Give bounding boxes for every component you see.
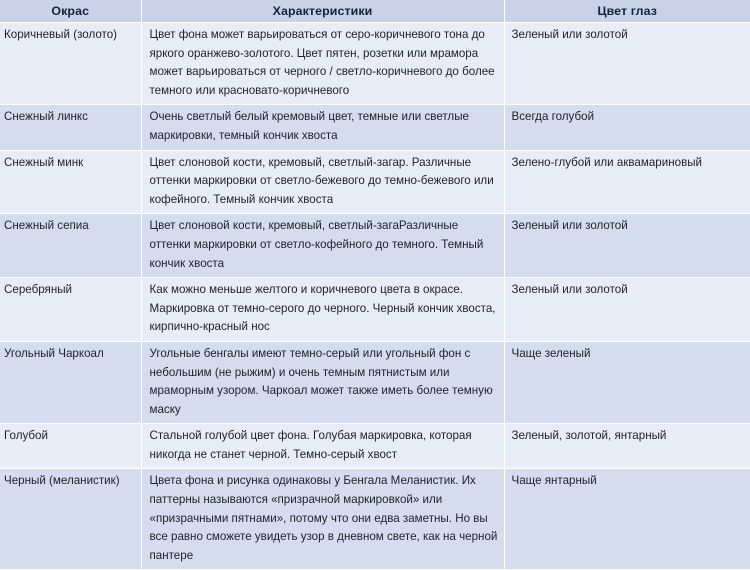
cell-eye-color: Зеленый или золотой (504, 23, 750, 105)
cell-eye-color: Зеленый, золотой, янтарный (504, 424, 750, 469)
table-row (0, 23, 750, 105)
column-header-color: Окрас (0, 0, 141, 23)
column-header-characteristics: Характеристики (141, 0, 504, 23)
cell-characteristics: Очень светлый белый кремовый цвет, темные или светлые маркировки, темный кончик хвоста (141, 105, 504, 150)
cell-eye-color: Зеленый или золотой (504, 214, 750, 278)
cell-eye-color: Чаще янтарный (504, 469, 750, 570)
table-row (0, 424, 750, 469)
cell-eye-color: Зелено-глубой или аквамариновый (504, 150, 750, 214)
cell-eye-color: Чаще зеленый (504, 341, 750, 423)
cell-characteristics: Цвета фона и рисунка одинаковы у Бенгала Меланистик. Их паттерны называются «призрачной маркировкой» или «призрачными пятнами», потому что они едва заметны. Но вы все равно сможете увидеть узор в дневном свете, как на черной пантере (141, 469, 504, 570)
cell-eye-color: Всегда голубой (504, 105, 750, 150)
cell-color-name: Черный (меланистик) (0, 469, 141, 570)
cell-color-name: Коричневый (золото) (0, 23, 141, 105)
cell-eye-color: Зеленый или золотой (504, 278, 750, 342)
table-body (0, 23, 750, 570)
cell-characteristics: Цвет фона может варьироваться от серо-коричневого тона до яркого оранжево-золотого. Цвет пятен, розетки или мрамора может варьироваться от черного / светло-коричневого до более темного или красновато-коричневого (141, 23, 504, 105)
cell-characteristics: Цвет слоновой кости, кремовый, светлый-загаРазличные оттенки маркировки от светло-кофейного до темного. Темный кончик хвоста (141, 214, 504, 278)
table-row (0, 105, 750, 150)
table-row (0, 469, 750, 570)
table-row (0, 214, 750, 278)
column-header-eye-color: Цвет глаз (504, 0, 750, 23)
header-row (0, 0, 750, 23)
cell-color-name: Угольный Чаркоал (0, 341, 141, 423)
cell-color-name: Серебряный (0, 278, 141, 342)
table-row (0, 341, 750, 423)
table-row (0, 150, 750, 214)
cell-color-name: Снежный сепиа (0, 214, 141, 278)
cell-characteristics: Угольные бенгалы имеют темно-серый или угольный фон с небольшим (не рыжим) и очень темным пятнистым или мраморным узором. Чаркоал может также иметь более темную маску (141, 341, 504, 423)
cell-characteristics: Цвет слоновой кости, кремовый, светлый-загар. Различные оттенки маркировки от светло-бежевого до темно-бежевого или кофейного. Темный кончик хвоста (141, 150, 504, 214)
cell-color-name: Голубой (0, 424, 141, 469)
cell-color-name: Снежный минк (0, 150, 141, 214)
cell-characteristics: Стальной голубой цвет фона. Голубая маркировка, которая никогда не станет черной. Темно-серый хвост (141, 424, 504, 469)
table-row (0, 278, 750, 342)
cell-color-name: Снежный линкс (0, 105, 141, 150)
table-header (0, 0, 750, 23)
cell-characteristics: Как можно меньше желтого и коричневого цвета в окрасе. Маркировка от темно-серого до черного. Черный кончик хвоста, кирпично-красный нос (141, 278, 504, 342)
